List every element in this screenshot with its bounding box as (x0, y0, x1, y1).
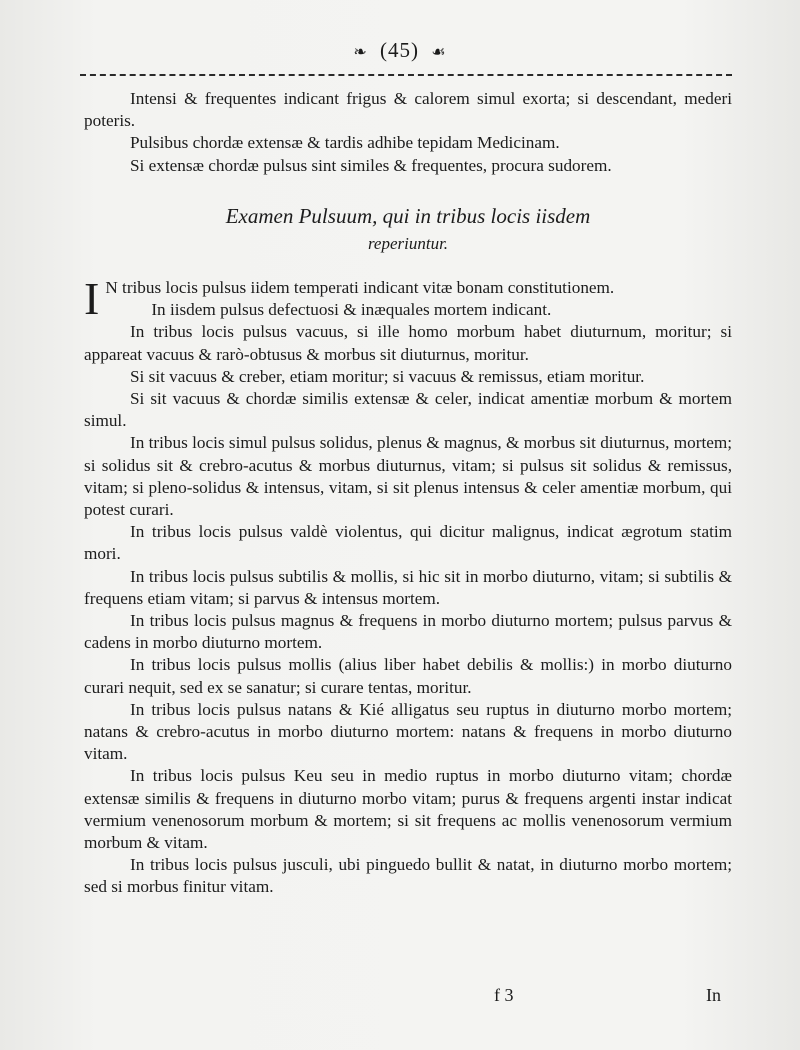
header-rule (80, 74, 732, 76)
paragraph: Si sit vacuus & chordæ similis extensæ & celer, indicat amentiæ morbum & mortem simul. (84, 389, 732, 431)
paragraph: In tribus locis pulsus natans & Kié alligatus seu ruptus in diuturno morbo mortem; natans & crebro-acutus in morbo diuturno mortem: natans & frequens in morbo diuturno vitam. (84, 699, 732, 764)
ornament-left-icon: ❧ (353, 44, 368, 61)
paragraph: Si extensæ chordæ pulsus sint similes & frequentes, procura sudorem. (130, 155, 612, 175)
top-text-block (84, 88, 732, 177)
page-header (0, 38, 800, 63)
page-number: (45) (380, 38, 420, 62)
paragraph: In tribus locis pulsus vacuus, si ille homo morbum habet diuturnum, moritur; si appareat vacuus & rarò-obtusus & morbus sit diuturnus, moritur. (84, 322, 732, 364)
paragraph: In tribus locis pulsus mollis (alius liber habet debilis & mollis:) in morbo diuturno curari nequit, sed ex se sanatur; si curare tentas, moritur. (84, 655, 732, 697)
paragraph: In tribus locis pulsus magnus & frequens in morbo diuturno mortem; pulsus parvus & cadens in morbo diuturno mortem. (84, 611, 732, 653)
paragraph: In tribus locis pulsus valdè violentus, qui dicitur malignus, indicat ægrotum statim mori. (84, 522, 732, 564)
paragraph: In tribus locis pulsus Keu seu in medio ruptus in morbo diuturno vitam; chordæ extensæ similis & frequens in diuturno morbo vitam; purus & frequens argenti instar indicat vermium venenosorum morbum & mortem; si sit frequens ac mollis venenosorum vermium morbum & vitam. (84, 766, 732, 853)
catchword: In (706, 985, 721, 1005)
signature-mark: f 3 (494, 985, 514, 1005)
main-text-block (84, 273, 732, 899)
section-heading-line-1: Examen Pulsuum, qui in tribus locis iisdem (225, 204, 591, 228)
ornament-right-icon: ☙ (431, 44, 447, 61)
section-heading-line-2: reperiuntur. (367, 234, 449, 253)
paragraph: In iisdem pulsus defectuosi & inæquales mortem indicant. (151, 300, 552, 320)
drop-cap: I (84, 273, 100, 324)
paragraph: In tribus locis simul pulsus solidus, plenus & magnus, & morbus sit diuturnus, mortem; si solidus sit & crebro-acutus & morbus diuturnus, vitam; si pulsus sit solidus & remissus, vitam; si pleno-solidus & intensus, vitam, si sit plenus intensus & celer amentiæ morbum, qui potest curari. (84, 433, 732, 520)
paragraph: In tribus locis pulsus jusculi, ubi pinguedo bullit & natat, in diuturno morbo mortem; sed si morbus finitur vitam. (84, 855, 732, 897)
first-paragraph-text: N tribus locis pulsus iidem temperati indicant vitæ bonam constitutionem. (105, 278, 615, 297)
paragraph: In tribus locis pulsus subtilis & mollis, si hic sit in morbo diuturno, vitam; si subtilis & frequens etiam vitam; si parvus & intensus mortem. (84, 566, 732, 608)
section-heading (84, 203, 732, 257)
paragraph: Intensi & frequentes indicant frigus & calorem simul exorta; si descendant, mederi poteris. (84, 89, 732, 131)
paragraph: Pulsibus chordæ extensæ & tardis adhibe tepidam Medicinam. (130, 133, 560, 153)
paragraph: Si sit vacuus & creber, etiam moritur; si vacuus & remissus, etiam moritur. (130, 366, 645, 386)
